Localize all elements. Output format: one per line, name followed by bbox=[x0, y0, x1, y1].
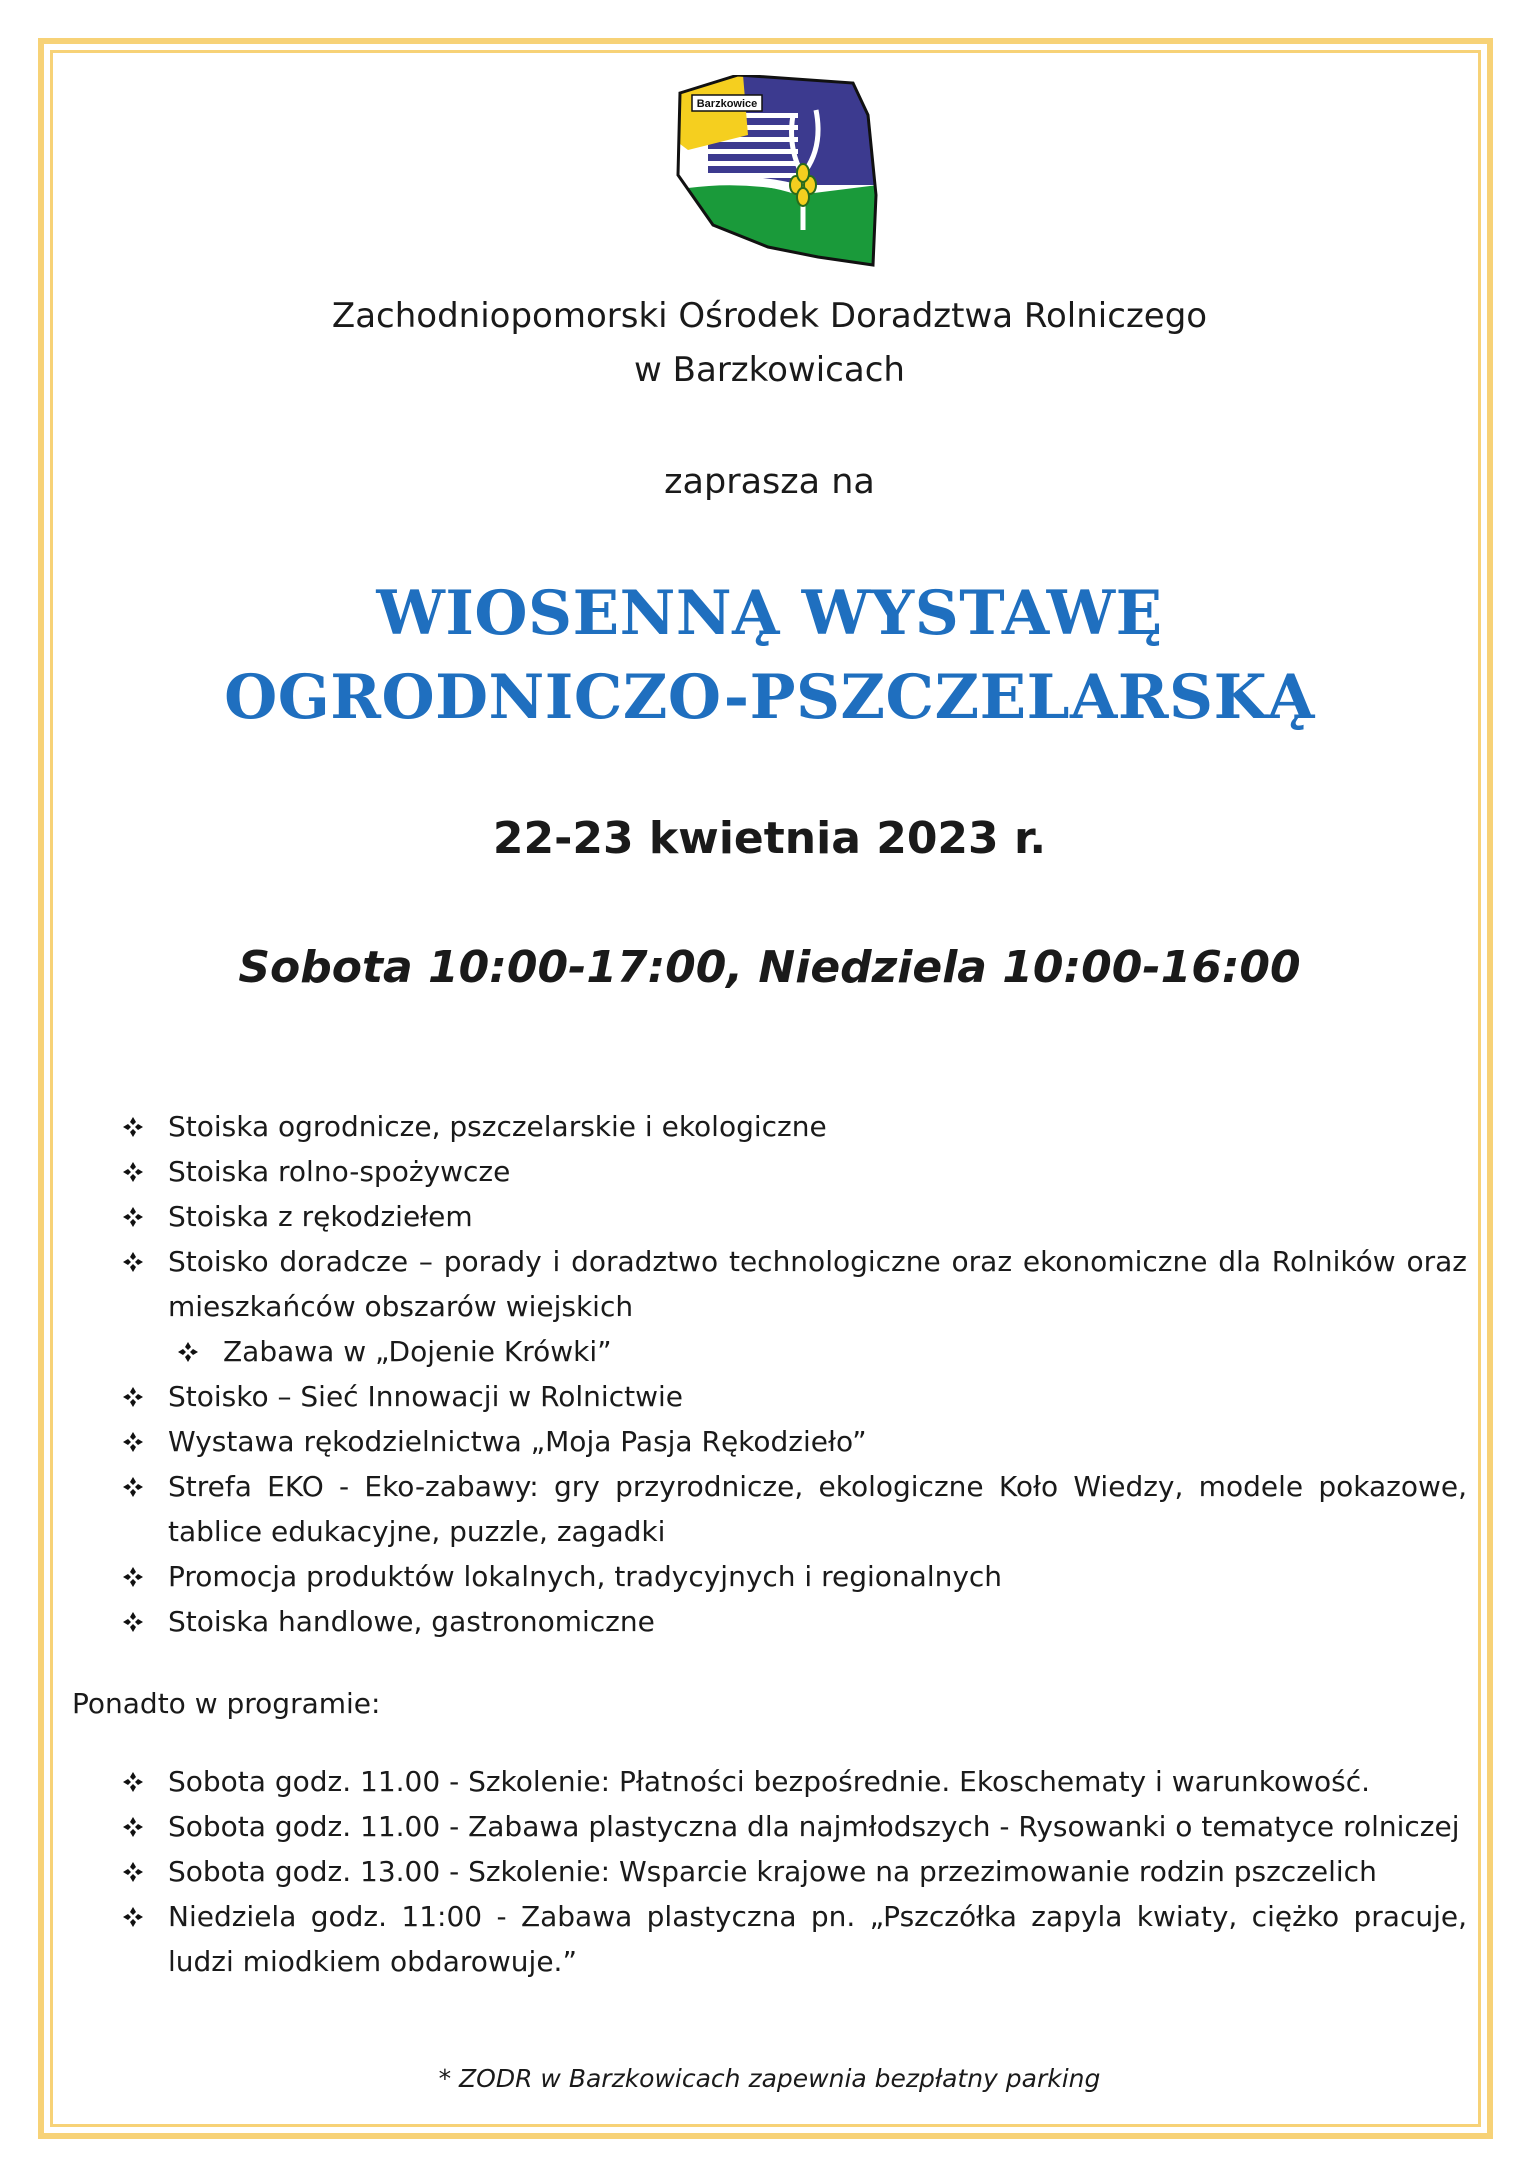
parking-note: * ZODR w Barzkowicach zapewnia bezpłatny parking bbox=[438, 2064, 1101, 2093]
diamond-bullet-icon bbox=[122, 1861, 144, 1883]
list-item bbox=[120, 1104, 1467, 1149]
list-item-text: Stoiska ogrodnicze, pszczelarskie i ekologiczne bbox=[168, 1110, 827, 1143]
list-item bbox=[120, 1239, 1467, 1329]
diamond-bullet-icon bbox=[122, 1161, 144, 1183]
program-list bbox=[120, 1759, 1467, 1984]
list-item bbox=[120, 1149, 1467, 1194]
list-item-text: Strefa EKO - Eko-zabawy: gry przyrodnicze, ekologiczne Koło Wiedzy, modele pokazowe, tablice edukacyjne, puzzle, zagadki bbox=[168, 1470, 1467, 1548]
list-item bbox=[175, 1329, 1467, 1374]
event-title-line2: OGRODNICZO-PSZCZELARSKĄ bbox=[224, 662, 1315, 733]
diamond-bullet-icon bbox=[122, 1431, 144, 1453]
list-item bbox=[120, 1599, 1467, 1644]
event-date: 22-23 kwietnia 2023 r. bbox=[492, 813, 1047, 864]
list-item-text: Stoiska z rękodziełem bbox=[168, 1200, 473, 1233]
diamond-bullet-icon bbox=[122, 1906, 144, 1928]
diamond-bullet-icon bbox=[122, 1816, 144, 1838]
list-item-text: Niedziela godz. 11:00 - Zabawa plastyczna pn. „Pszczółka zapyla kwiaty, ciężko pracuje, ludzi miodkiem obdarowuje.” bbox=[168, 1900, 1467, 1978]
diamond-bullet-icon bbox=[122, 1771, 144, 1793]
diamond-bullet-icon bbox=[122, 1611, 144, 1633]
diamond-bullet-icon bbox=[122, 1386, 144, 1408]
list-item-text: Stoisko – Sieć Innowacji w Rolnictwie bbox=[168, 1380, 683, 1413]
list-item bbox=[120, 1374, 1467, 1419]
list-item-text: Wystawa rękodzielnictwa „Moja Pasja Rękodzieło” bbox=[168, 1425, 867, 1458]
list-item-text: Promocja produktów lokalnych, tradycyjnych i regionalnych bbox=[168, 1560, 1003, 1593]
list-item bbox=[120, 1759, 1467, 1804]
organizer-name: Zachodniopomorski Ośrodek Doradztwa Rolniczego bbox=[331, 296, 1208, 336]
list-item-text: Sobota godz. 11.00 - Zabawa plastyczna dla najmłodszych - Rysowanki o tematyce rolniczej bbox=[168, 1810, 1460, 1843]
diamond-bullet-icon bbox=[177, 1341, 199, 1363]
list-item bbox=[120, 1849, 1467, 1894]
list-item-text: Stoiska handlowe, gastronomiczne bbox=[168, 1605, 655, 1638]
event-title-line1: WIOSENNĄ WYSTAWĘ bbox=[376, 578, 1163, 649]
list-item-text: Stoisko doradcze – porady i doradztwo technologiczne oraz ekonomiczne dla Rolników oraz mieszkańców obszarów wiejskich bbox=[168, 1245, 1467, 1323]
list-item-text: Sobota godz. 13.00 - Szkolenie: Wsparcie krajowe na przezimowanie rodzin pszczelich bbox=[168, 1855, 1377, 1888]
diamond-bullet-icon bbox=[122, 1566, 144, 1588]
list-item bbox=[120, 1464, 1467, 1554]
invitation-text: zaprasza na bbox=[664, 462, 875, 502]
list-item bbox=[120, 1554, 1467, 1599]
diamond-bullet-icon bbox=[122, 1251, 144, 1273]
event-hours: Sobota 10:00-17:00, Niedziela 10:00-16:00 bbox=[238, 942, 1301, 993]
list-item bbox=[120, 1804, 1467, 1849]
diamond-bullet-icon bbox=[122, 1116, 144, 1138]
list-item bbox=[120, 1194, 1467, 1239]
list-item-text: Stoiska rolno-spożywcze bbox=[168, 1155, 511, 1188]
program-heading: Ponadto w programie: bbox=[72, 1687, 381, 1720]
logo-text: Barzkowice bbox=[696, 98, 758, 110]
list-item bbox=[120, 1419, 1467, 1464]
organizer-location: w Barzkowicach bbox=[634, 350, 905, 390]
diamond-bullet-icon bbox=[122, 1476, 144, 1498]
diamond-bullet-icon bbox=[122, 1206, 144, 1228]
list-item bbox=[120, 1894, 1467, 1984]
attractions-list bbox=[120, 1104, 1467, 1644]
list-item-text: Sobota godz. 11.00 - Szkolenie: Płatności bezpośrednie. Ekoschematy i warunkowość. bbox=[168, 1765, 1371, 1798]
list-item-text: Zabawa w „Dojenie Krówki” bbox=[223, 1335, 612, 1368]
zodr-logo bbox=[668, 75, 878, 273]
